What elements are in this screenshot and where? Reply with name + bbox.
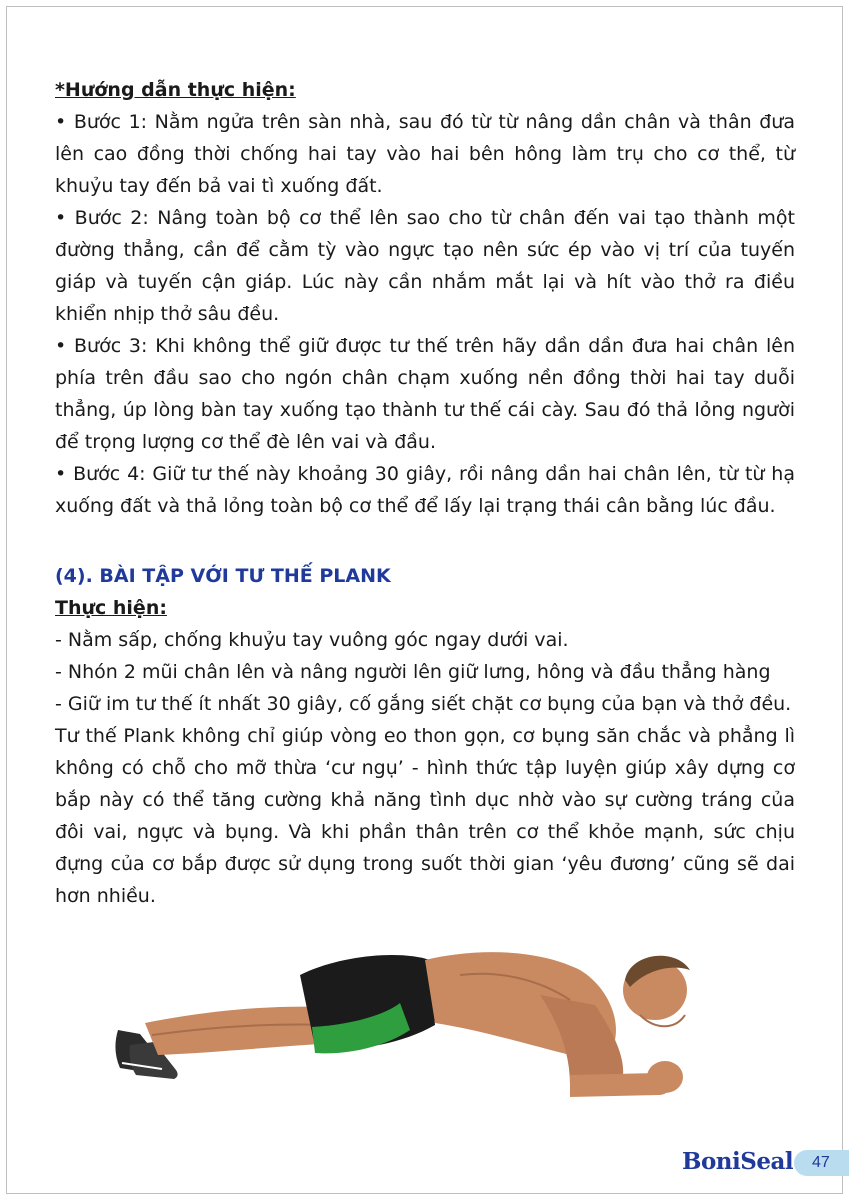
plank-line-2: - Nhón 2 mũi chân lên và nâng người lên giữ lưng, hông và đầu thẳng hàng <box>55 661 771 683</box>
plank-man-illustration <box>100 935 740 1110</box>
page-number-badge: 47 <box>794 1150 849 1176</box>
instructions-heading: *Hướng dẫn thực hiện: <box>55 79 296 101</box>
plank-line-1: - Nằm sấp, chống khuỷu tay vuông góc ngay dưới vai. <box>55 629 569 651</box>
step-1: • Bước 1: Nằm ngửa trên sàn nhà, sau đó từ từ nâng dần chân và thân đưa lên cao đồng thời chống hai tay vào hai bên hông làm trụ cho cơ thể, từ khuỷu tay đến bả vai tì xuống đất. <box>55 111 795 197</box>
plank-section-title: (4). BÀI TẬP VỚI TƯ THẾ PLANK <box>55 565 391 587</box>
plank-line-3: - Giữ im tư thế ít nhất 30 giây, cố gắng siết chặt cơ bụng của bạn và thở đều. <box>55 693 792 715</box>
step-4: • Bước 4: Giữ tư thế này khoảng 30 giây, rồi nâng dần hai chân lên, từ từ hạ xuống đất và thả lỏng toàn bộ cơ thể để lấy lại trạng thái cân bằng lúc đầu. <box>55 463 795 517</box>
fists <box>647 1061 683 1093</box>
plank-subheading: Thực hiện: <box>55 597 167 619</box>
step-2: • Bước 2: Nâng toàn bộ cơ thể lên sao cho từ chân đến vai tạo thành một đường thẳng, cần để cằm tỳ vào ngực tạo nên sức ép vào vị trí của tuyến giáp và tuyến cận giáp. Lúc này cần nhắm mắt lại và hít vào thở ra điều khiển nhịp thở sâu đều. <box>55 207 795 325</box>
legs <box>145 1007 335 1055</box>
brand-logo: BoniSeal <box>682 1148 794 1175</box>
plank-paragraph: Tư thế Plank không chỉ giúp vòng eo thon gọn, cơ bụng săn chắc và phẳng lì không có chỗ cho mỡ thừa ‘cư ngụ’ - hình thức tập luyện giúp xây dựng cơ bắp này có thể tăng cường khả năng tình dục nhờ vào sự cường tráng của đôi vai, ngực và bụng. Và khi phần thân trên cơ thể khỏe mạnh, sức chịu đựng của cơ bắp được sử dụng trong suốt thời gian ‘yêu đương’ cũng sẽ dai hơn nhiều. <box>55 725 795 907</box>
step-3: • Bước 3: Khi không thể giữ được tư thế trên hãy dần dần đưa hai chân lên phía trên đầu sao cho ngón chân chạm xuống nền đồng thời hai tay duỗi thẳng, úp lòng bàn tay xuống tạo thành tư thế cái cày. Sau đó thả lỏng người để trọng lượng cơ thể đè lên vai và đầu. <box>55 335 795 453</box>
page-content <box>55 74 795 912</box>
